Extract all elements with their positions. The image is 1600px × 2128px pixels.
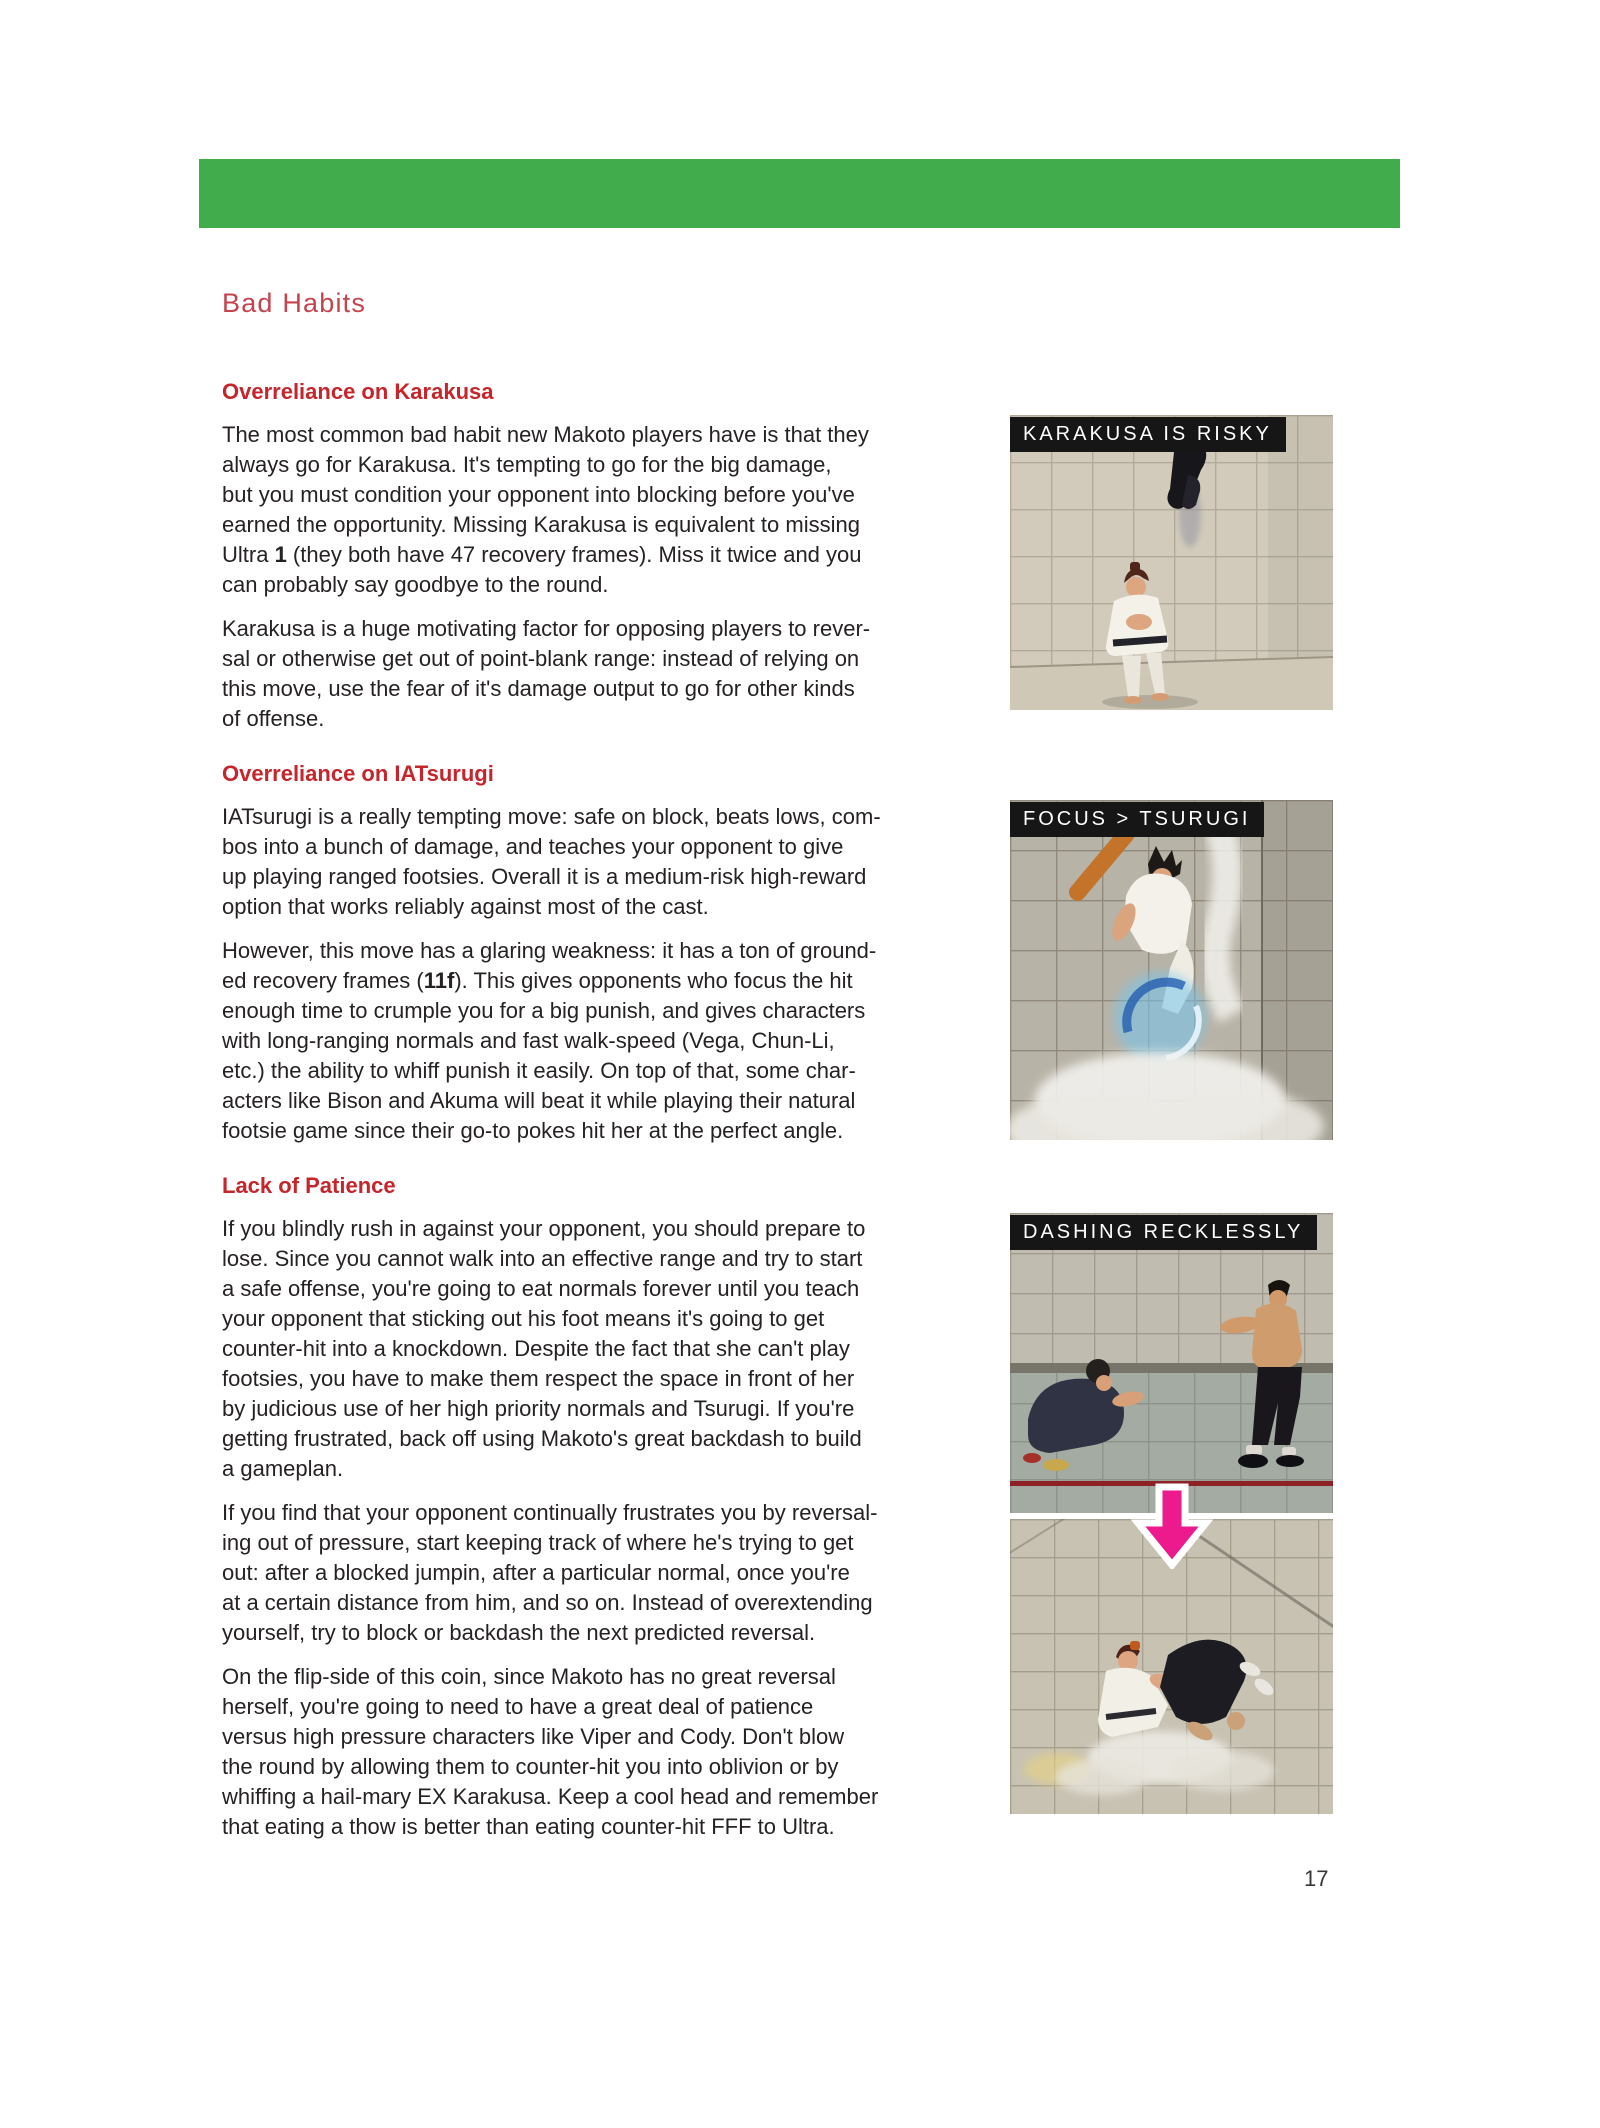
text-line: The most common bad habit new Makoto players have is that they (222, 422, 869, 447)
text-line: that eating a thow is better than eating counter-hit FFF to Ultra. (222, 1814, 835, 1839)
paragraph (222, 1662, 982, 1842)
paragraph (222, 1214, 982, 1484)
text-line: always go for Karakusa. It's tempting to go for the big damage, (222, 452, 832, 477)
page-number: 17 (1304, 1866, 1329, 1891)
sections (222, 380, 982, 1842)
text-line: If you find that your opponent continually frustrates you by reversal- (222, 1500, 878, 1525)
text-line: footsies, you have to make them respect the space in front of her (222, 1366, 855, 1391)
figure-caption: DASHING RECKLESSLY (1010, 1215, 1317, 1250)
text-line: at a certain distance from him, and so on. Instead of overextending (222, 1590, 873, 1615)
text-line: enough time to crumple you for a big punish, and gives characters (222, 998, 866, 1023)
text-line: If you blindly rush in against your opponent, you should prepare to (222, 1216, 866, 1241)
text-line: counter-hit into a knockdown. Despite the fact that she can't play (222, 1336, 850, 1361)
text-line: bos into a bunch of damage, and teaches your opponent to give (222, 834, 844, 859)
text-line: yourself, try to block or backdash the next predicted reversal. (222, 1620, 816, 1645)
paragraph (222, 802, 982, 922)
paragraph (222, 1498, 982, 1648)
text-line: On the flip-side of this coin, since Makoto has no great reversal (222, 1664, 836, 1689)
figure-2-scene (1010, 800, 1333, 1140)
text-line: getting frustrated, back off using Makoto's great backdash to build (222, 1426, 862, 1451)
page-title: Bad Habits (222, 288, 367, 318)
text-line: can probably say goodbye to the round. (222, 572, 609, 597)
text-line: this move, use the fear of it's damage output to go for other kinds (222, 676, 855, 701)
text-line: earned the opportunity. Missing Karakusa is equivalent to missing (222, 512, 860, 537)
text-line: Karakusa is a huge motivating factor for opposing players to rever- (222, 616, 871, 641)
text-line: However, this move has a glaring weakness: it has a ton of ground- (222, 938, 877, 963)
text-line: a gameplan. (222, 1456, 344, 1481)
text-line: versus high pressure characters like Viper and Cody. Don't blow (222, 1724, 845, 1749)
text-line: footsie game since their go-to pokes hit her at the perfect angle. (222, 1118, 844, 1143)
text-line: lose. Since you cannot walk into an effective range and try to start (222, 1246, 863, 1271)
text-line: with long-ranging normals and fast walk-speed (Vega, Chun-Li, (222, 1028, 835, 1053)
text-line: ed recovery frames (11f). This gives opponents who focus the hit (222, 968, 853, 993)
text-line: etc.) the ability to whiff punish it easily. On top of that, some char- (222, 1058, 856, 1083)
text-line: acters like Bison and Akuma will beat it while playing their natural (222, 1088, 856, 1113)
paragraph (222, 420, 982, 600)
text-line: by judicious use of her high priority normals and Tsurugi. If you're (222, 1396, 855, 1421)
text-line: option that works reliably against most of the cast. (222, 894, 709, 919)
text-line: the round by allowing them to counter-hit you into oblivion or by (222, 1754, 839, 1779)
figure-karakusa-risky (1010, 415, 1333, 710)
text-line: herself, you're going to need to have a great deal of patience (222, 1694, 814, 1719)
text-line: whiffing a hail-mary EX Karakusa. Keep a cool head and remember (222, 1784, 879, 1809)
text-line: IATsurugi is a really tempting move: safe on block, beats lows, com- (222, 804, 881, 829)
paragraph (222, 614, 982, 734)
section-heading: Overreliance on Karakusa (222, 379, 494, 404)
figure-focus-tsurugi (1010, 800, 1333, 1140)
focus-swirl-effect (1114, 972, 1206, 1064)
chapter-header-bar (199, 159, 1400, 228)
section-heading: Lack of Patience (222, 1173, 396, 1198)
text-line: of offense. (222, 706, 325, 731)
text-line: your opponent that sticking out his foot means it's going to get (222, 1306, 825, 1331)
text-line: up playing ranged footsies. Overall it is a medium-risk high-reward (222, 864, 867, 889)
section-heading: Overreliance on IATsurugi (222, 761, 494, 786)
text-line: ing out of pressure, start keeping track of where he's trying to get (222, 1530, 854, 1555)
figure-dashing-recklessly (1010, 1213, 1333, 1814)
text-line: a safe offense, you're going to eat normals forever until you teach (222, 1276, 860, 1301)
text-column (222, 288, 982, 1856)
section (222, 380, 982, 734)
text-line: out: after a blocked jumpin, after a particular normal, once you're (222, 1560, 850, 1585)
figure-3-top-scene (1010, 1213, 1333, 1513)
figure-1-scene (1010, 415, 1333, 710)
paragraph (222, 936, 982, 1146)
figure-caption: KARAKUSA IS RISKY (1010, 417, 1286, 452)
section (222, 762, 982, 1146)
text-line: Ultra 1 (they both have 47 recovery frames). Miss it twice and you (222, 542, 862, 567)
text-line: but you must condition your opponent into blocking before you've (222, 482, 855, 507)
figure-caption: FOCUS > TSURUGI (1010, 802, 1264, 837)
down-arrow-icon (1126, 1483, 1218, 1569)
text-line: sal or otherwise get out of point-blank range: instead of relying on (222, 646, 860, 671)
section (222, 1174, 982, 1842)
